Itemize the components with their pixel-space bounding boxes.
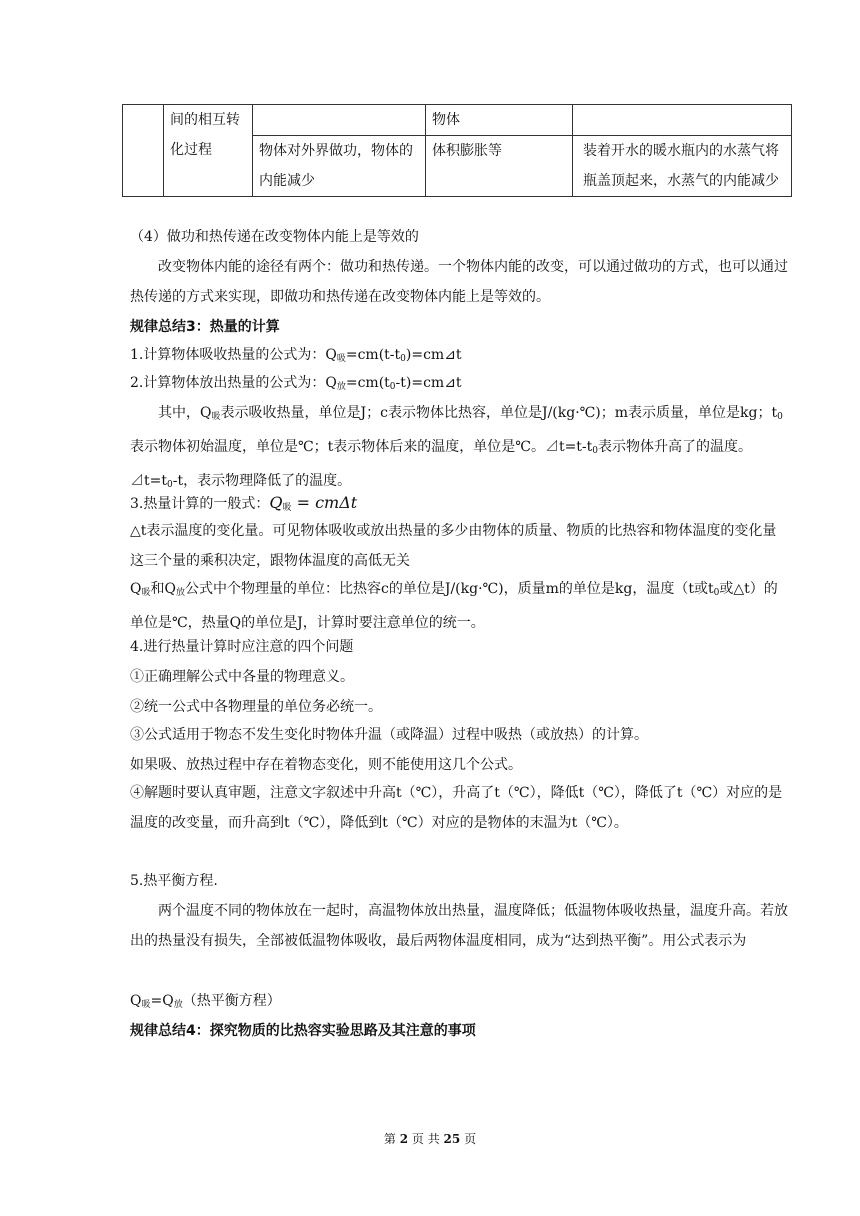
note-4: ④解题时要认真审题，注意文字叙述中升高t（℃），升高了t（℃），降低t（℃），降低了t（℃）对应的是温度的改变量，而升高到t（℃），降低到t（℃）对应的是物体的末温为t（℃）。 (130, 785, 783, 831)
rule-3-heading: 规律总结3：热量的计算 (130, 319, 280, 335)
notes-title: 4.进行热量计算时应注意的四个问题 (130, 639, 354, 655)
table-cell-category (164, 105, 253, 197)
balance-title: 5.热平衡方程. (130, 873, 218, 889)
delta-explanation: △t表示温度的变化量。可见物体吸收或放出热量的多少由物体的质量、物质的比热容和物体温度的变化量这三个量的乘积决定，跟物体温度的高低无关 (130, 523, 777, 569)
table-cell: 装着开水的暖水瓶内的水蒸气将瓶盖顶起来，水蒸气的内能减少 (573, 136, 792, 197)
table-cell: 体积膨胀等 (426, 136, 573, 197)
balance-equation: $Q_吸=Q_放$（热平衡方程） (130, 993, 281, 1010)
table-cell-empty (123, 105, 164, 197)
note-3-extra: 如果吸、放热过程中存在着物态变化，则不能使用这几个公式。 (130, 757, 522, 773)
formula-absorb: 1.计算物体吸收热量的公式为：$Q_吸=cm(t-t_0)=cm⊿t$ (130, 347, 462, 364)
table-cell: 物体对外界做功，物体的内能减少 (253, 136, 426, 197)
units-paragraph: $Q_吸$和$Q_放$公式中个物理量的单位：比热容c的单位是J/(kg·℃)，质量m的单位是kg，温度（t或$t_0$或△t）的单位是℃，热量Q的单位是J，计算时要注意单位的统一。 (130, 581, 778, 631)
formula-release: 2.计算物体放出热量的公式为：$Q_放=cm(t_0-t)=cm⊿t$ (130, 375, 462, 392)
general-formula: 3.热量计算的一般式：$Q_吸 = cm\Delta t$ (130, 493, 358, 513)
formula-explanation: 其中，$Q_吸$表示吸收热量，单位是J；c表示物体比热容，单位是J/(kg·℃)；m表示质量，单位是kg；$t_0$表示物体初始温度，单位是℃；t表示物体后来的温度，单位是℃。$⊿t=t-t_0$表示物体升高了的温度。$⊿t=t_0-t$，表示物理降低了的温度。 (130, 405, 783, 490)
table-cell: 物体 (426, 105, 573, 136)
rule-4-heading: 规律总结4：探究物质的比热容实验思路及其注意的事项 (130, 1023, 476, 1039)
table-row (123, 105, 792, 136)
note-2: ②统一公式中各物理量的单位务必统一。 (130, 699, 382, 715)
note-1: ①正确理解公式中各量的物理意义。 (130, 669, 354, 685)
page-footer: 第 2 页 共 25 页 (383, 1132, 477, 1146)
table-cell-text: 化过程 (170, 142, 212, 158)
table-cell (573, 105, 792, 136)
table-cell (253, 105, 426, 136)
balance-body: 两个温度不同的物体放在一起时，高温物体放出热量，温度降低；低温物体吸收热量，温度升高。若放出的热量没有损失，全部被低温物体吸收，最后两物体温度相同，成为“达到热平衡”。用公式表示为 (130, 903, 788, 949)
note-3: ③公式适用于物态不发生变化时物体升温（或降温）过程中吸热（或放热）的计算。 (130, 727, 648, 743)
transformation-table (122, 104, 792, 197)
section-4-title: （4）做功和热传递在改变物体内能上是等效的 (130, 229, 419, 245)
section-4-body: 改变物体内能的途径有两个：做功和热传递。一个物体内能的改变，可以通过做功的方式，也可以通过热传递的方式来实现，即做功和热传递在改变物体内能上是等效的。 (130, 259, 788, 305)
table-cell-text: 间的相互转 (170, 112, 240, 128)
